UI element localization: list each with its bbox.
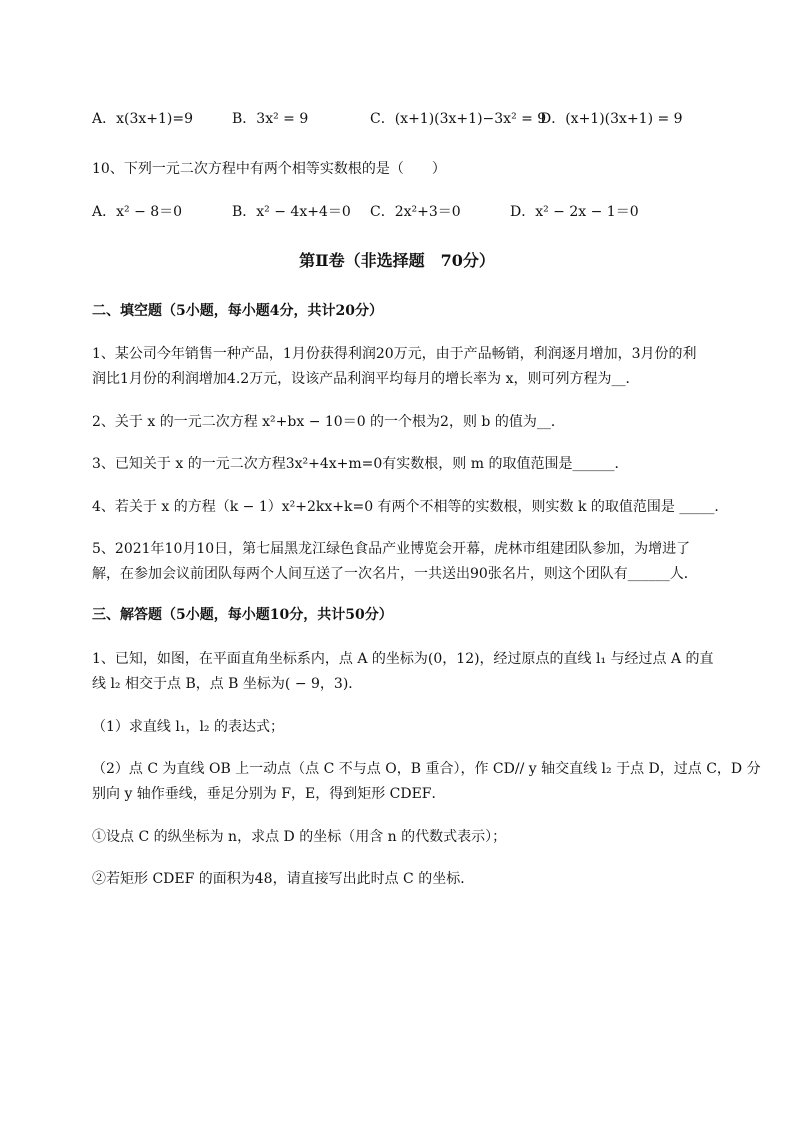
- s2-q4: 4、若关于 x 的方程（k − 1）x²+2kx+k=0 有两个不相等的实数根，则实数 k 的取值范围是 _____．: [92, 499, 729, 515]
- q9-option-b: B．3x² = 9: [232, 111, 309, 127]
- q9-option-d: D．(x+1)(3x+1) = 9: [540, 111, 683, 127]
- part2-title: 第Ⅱ卷（非选择题 70分）: [299, 251, 495, 270]
- s3-sub2-line1: （2）点 C 为直线 OB 上一动点（点 C 不与点 O，B 重合），作 CD// y 轴交直线 l₂ 于点 D，过点 C，D 分: [92, 761, 761, 777]
- s2-q1-line2: 润比1月份的利润增加4.2万元，设该产品利润平均每月的增长率为 x，则可列方程为__．: [92, 371, 640, 387]
- q10-option-b: B．x² − 4x+4＝0: [232, 204, 351, 220]
- s2-q1-line1: 1、某公司今年销售一种产品，1月份获得利润20万元，由于产品畅销，利润逐月增加，3月份的利: [92, 346, 697, 362]
- s2-q5-line1: 5、2021年10月10日，第七届黑龙江绿色食品产业博览会开幕，虎林市组建团队参加，为增进了: [92, 541, 691, 557]
- s2-q5-line2: 解，在参加会议前团队每两个人间互送了一次名片，一共送出90张名片，则这个团队有______人．: [92, 566, 698, 582]
- s3-q1-line2: 线 l₂ 相交于点 B，点 B 坐标为( − 9，3)．: [92, 676, 363, 692]
- q10-option-c: C．2x²+3＝0: [370, 204, 461, 220]
- q9-option-a: A．x(3x+1)=9: [92, 111, 194, 127]
- s3-q1-line1: 1、已知，如图，在平面直角坐标系内，点 A 的坐标为(0，12)，经过原点的直线 l₁ 与经过点 A 的直: [92, 651, 714, 667]
- s3-sub2-line2: 别向 y 轴作垂线，垂足分别为 F，E，得到矩形 CDEF．: [92, 786, 446, 802]
- q10-option-a: A．x² − 8＝0: [92, 204, 183, 220]
- q9-option-c: C．(x+1)(3x+1)−3x² = 9: [370, 111, 547, 127]
- q10-option-d: D．x² − 2x − 1＝0: [510, 204, 639, 220]
- s3-circ2: ②若矩形 CDEF 的面积为48，请直接写出此时点 C 的坐标．: [92, 871, 475, 887]
- s2-q3: 3、已知关于 x 的一元二次方程3x²+4x+m=0有实数根，则 m 的取值范围是______．: [92, 456, 629, 472]
- s3-sub1: （1）求直线 l₁，l₂ 的表达式；: [92, 719, 284, 735]
- s3-circ1: ①设点 C 的纵坐标为 n，求点 D 的坐标（用含 n 的代数式表示）；: [92, 829, 507, 845]
- s2-q2: 2、关于 x 的一元二次方程 x²+bx − 10＝0 的一个根为2，则 b 的值为__．: [92, 414, 565, 430]
- section2-heading: 二、填空题（5小题，每小题4分，共计20分）: [92, 303, 383, 319]
- section3-heading: 三、解答题（5小题，每小题10分，共计50分）: [92, 607, 393, 623]
- q10-stem: 10、下列一元二次方程中有两个相等实数根的是（ ）: [92, 161, 446, 177]
